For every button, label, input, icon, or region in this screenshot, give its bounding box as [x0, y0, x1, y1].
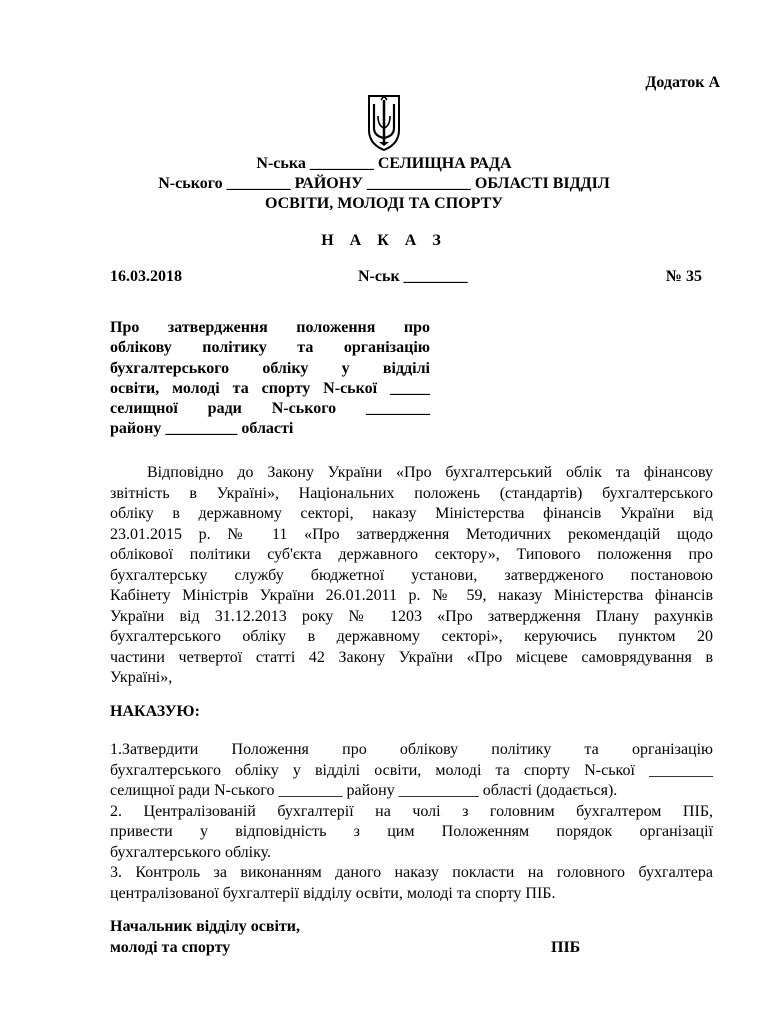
- item-line: 2. Централізованій бухгалтерії на чолі з головним бухгалтером ПІБ,: [110, 802, 713, 820]
- preamble-line: України від 31.12.2013 року № 1203 «Про затвердження Плану рахунків: [110, 607, 713, 625]
- signature-title-line-1: Начальник відділу освіти,: [110, 918, 301, 935]
- item-line: привести у відповідність з цим Положенням порядок організації: [110, 823, 713, 840]
- item-line: селищної ради N-ського ________ району __________ області (додається).: [110, 782, 618, 799]
- preamble-line: обліку в державному секторі, наказу Міністерства фінансів України від: [110, 505, 713, 522]
- preamble-paragraph: [110, 463, 713, 689]
- item-line: бухгалтерського обліку.: [110, 843, 272, 861]
- preamble-line: Кабінету Міністрів України 26.01.2011 р. № 59, наказу Міністерства фінансів: [110, 587, 713, 604]
- decree-word: НАКАЗУЮ:: [110, 703, 200, 720]
- subject-line: облікову політику та організацію: [110, 339, 430, 357]
- header-line-3: ОСВІТИ, МОЛОДІ ТА СПОРТУ: [264, 195, 504, 212]
- subject-line: селищної ради N-ського ________: [110, 400, 430, 418]
- subject-line: бухгалтерського обліку у відділі: [110, 359, 430, 377]
- preamble-line: бухгалтерську службу бюджетної установи, затвердженого постановою: [110, 566, 713, 584]
- item-line: централізованої бухгалтерії відділу освіти, молоді та спорту ПІБ.: [110, 884, 556, 902]
- signature-title-line-2: молоді та спорту: [110, 939, 231, 956]
- trident-emblem-icon: [359, 92, 409, 152]
- order-title: Н А К А З: [321, 232, 447, 249]
- preamble-line: Україні»,: [110, 669, 173, 686]
- order-date: 16.03.2018: [110, 268, 182, 285]
- item-line: 3. Контроль за виконанням даного наказу покласти на головного бухгалтера: [110, 864, 713, 881]
- preamble-line: звітність в Україні», Національних положень (стандартів) бухгалтерського: [110, 484, 713, 502]
- order-items: [110, 740, 713, 904]
- preamble-line: 23.01.2015 р. № 11 «Про затвердження Методичних рекомендацій щодо: [110, 525, 713, 543]
- signature-name: ПІБ: [551, 939, 581, 956]
- preamble-line: частини четвертої статті 42 Закону України «Про місцеве самоврядування в: [110, 648, 713, 666]
- preamble-line: облікової політики суб'єкта державного сектору», Типового положення про: [110, 546, 713, 563]
- preamble-line: Відповідно до Закону України «Про бухгалтерський облік та фінансову: [147, 464, 713, 481]
- subject-line: освіти, молоді та спорту N-ської _____: [110, 379, 430, 397]
- item-line: бухгалтерського обліку у відділі освіти, молоді та спорту N-ської ________: [110, 761, 713, 779]
- header-line-2: N-ського ________ РАЙОНУ _____________ ОБЛАСТІ ВІДДІЛ: [158, 175, 610, 192]
- preamble-line: бухгалтерського обліку в державному секторі», керуючись пунктом 20: [110, 628, 713, 645]
- appendix-label: Додаток А: [645, 74, 720, 91]
- order-subject: [110, 318, 430, 440]
- subject-line: Про затвердження положення про: [110, 319, 430, 336]
- item-line: 1.Затвердити Положення про облікову політику та організацію: [110, 741, 713, 758]
- subject-line: району _________ області: [110, 420, 294, 438]
- order-place: N-ськ ________: [358, 268, 468, 285]
- header-line-1: N-ська ________ СЕЛИЩНА РАДА: [256, 155, 512, 172]
- order-number: № 35: [665, 268, 702, 285]
